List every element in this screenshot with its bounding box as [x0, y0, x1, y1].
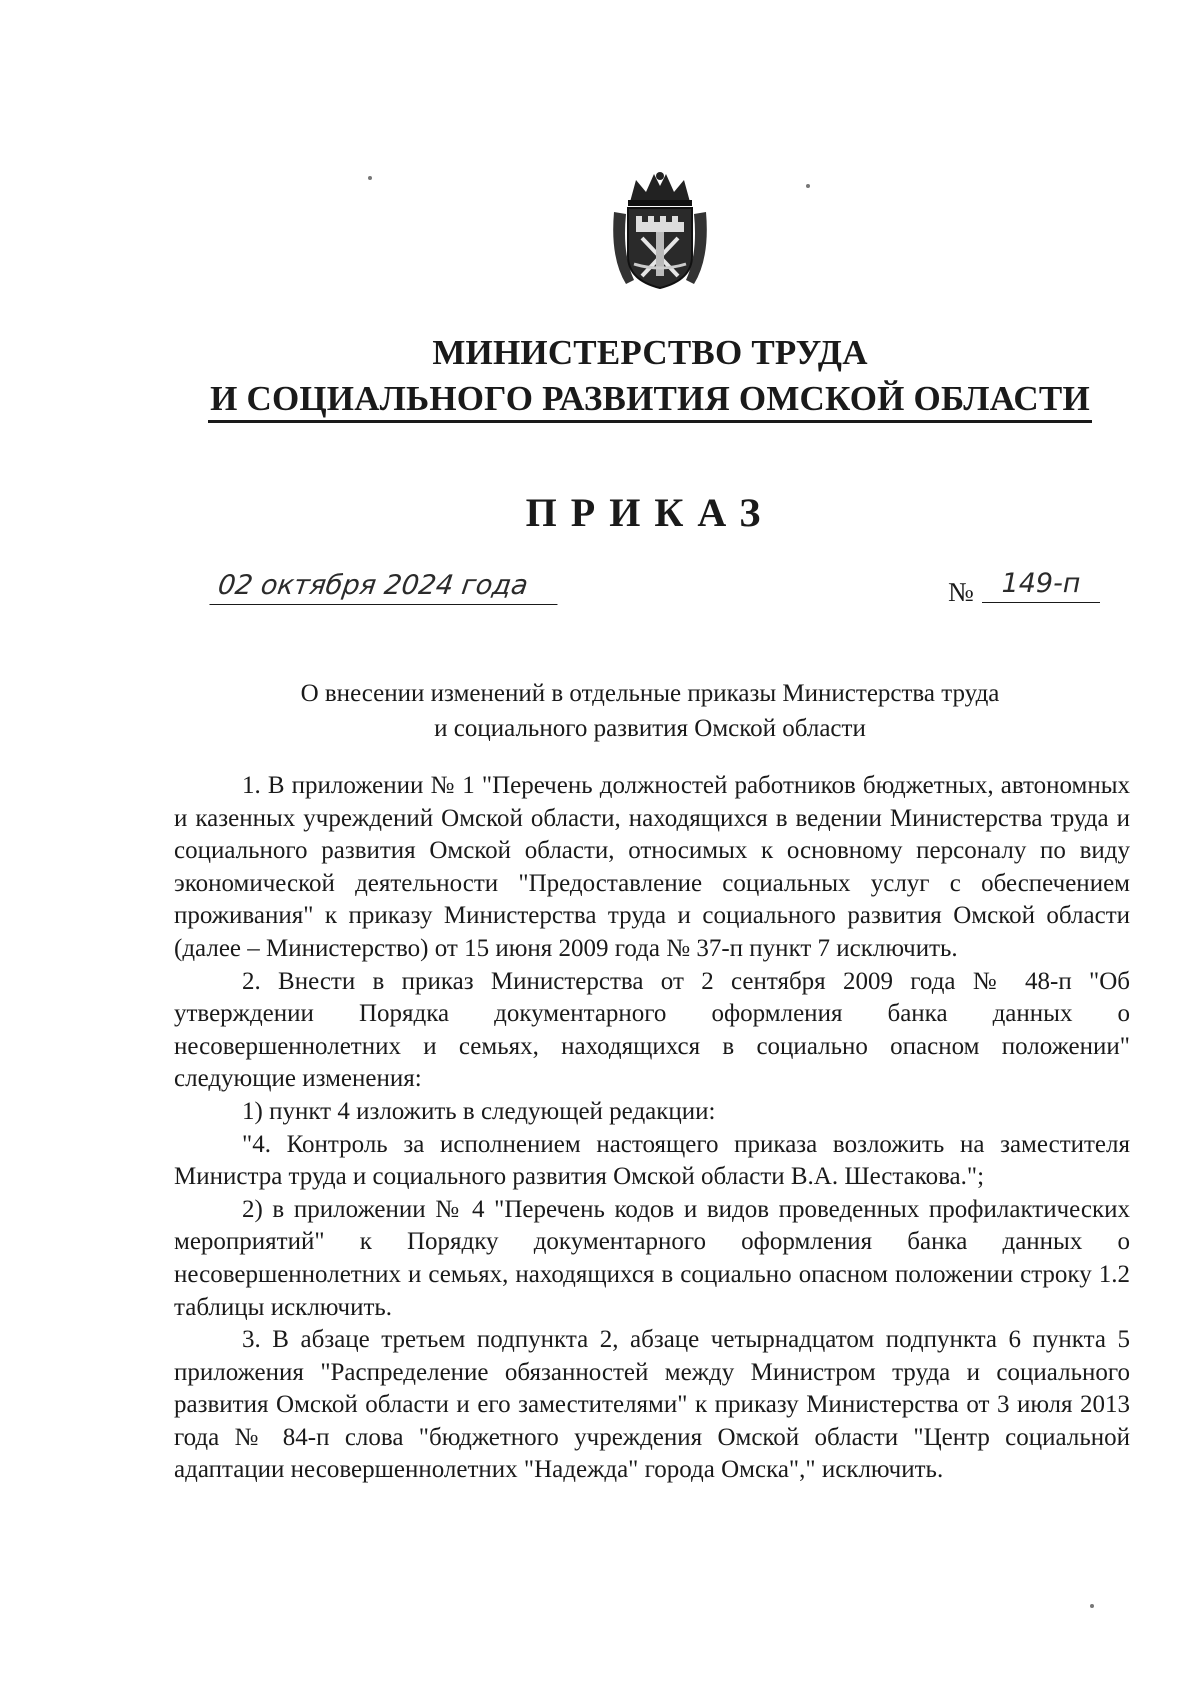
paragraph-2-item-1: 1) пункт 4 изложить в следующей редакции:: [242, 1097, 716, 1125]
scan-speck: [1090, 1604, 1094, 1608]
scan-speck: [368, 176, 372, 180]
ministry-name-line1: МИНИСТЕРСТВО ТРУДА: [432, 333, 868, 372]
order-number-handwritten: 149-п: [982, 566, 1100, 603]
order-body: [174, 770, 1130, 1487]
order-subject: [200, 676, 1100, 746]
ministry-name-line2: И СОЦИАЛЬНОГО РАЗВИТИЯ ОМСКОЙ ОБЛАСТИ: [208, 378, 1092, 423]
document-type-title: ПРИКАЗ: [525, 490, 775, 535]
paragraph-2-item-1-text: "4. Контроль за исполнением настоящего приказа возложить на заместителя Министра труда и социального развития Омской области В.А. Шестакова.";: [174, 1130, 1130, 1191]
order-subject-line2: и социального развития Омской области: [434, 715, 866, 742]
paragraph-3: 3. В абзаце третьем подпункта 2, абзаце четырнадцатом подпункта 6 пункта 5 приложения "Распределение обязанностей между Министром труда и социального развития Омской области и его заместителями" к приказу Министерства от 3 июля 2013 года № 84-п слова "бюджетного учреждения Омской области "Центр социальной адаптации несовершеннолетних "Надежда" города Омска"," исключить.: [174, 1326, 1130, 1484]
order-number-sign: №: [948, 577, 974, 607]
paragraph-2: 2. Внести в приказ Министерства от 2 сентября 2009 года № 48-п "Об утверждении Порядка документарного оформления банка данных о несовершеннолетних и семьях, находящихся в социально опасном положении" следующие изменения:: [174, 967, 1130, 1093]
order-date-handwritten: 02 октября 2024 года: [209, 568, 562, 605]
paragraph-1: 1. В приложении № 1 "Перечень должностей работников бюджетных, автономных и казенных учреждений Омской области, находящихся в ведении Министерства труда и социального развития Омской области, относимых к основному персоналу по виду экономической деятельности "Предоставление социальных услуг с обеспечением проживания" к приказу Министерства труда и социального развития Омской области (далее – Министерство) от 15 июня 2009 года № 37-п пункт 7 исключить.: [174, 772, 1130, 962]
order-subject-line1: О внесении изменений в отдельные приказы Министерства труда: [300, 680, 1000, 707]
scan-speck: [806, 184, 810, 188]
ministry-name: [150, 330, 1150, 423]
omsk-oblast-coat-of-arms-icon: [608, 168, 712, 292]
paragraph-2-item-2: 2) в приложении № 4 "Перечень кодов и видов проведенных профилактических мероприятий" к Порядку документарного оформления банка данных о несовершеннолетних и семьях, находящихся в социально опасном положении строку 1.2 таблицы исключить.: [174, 1195, 1130, 1321]
